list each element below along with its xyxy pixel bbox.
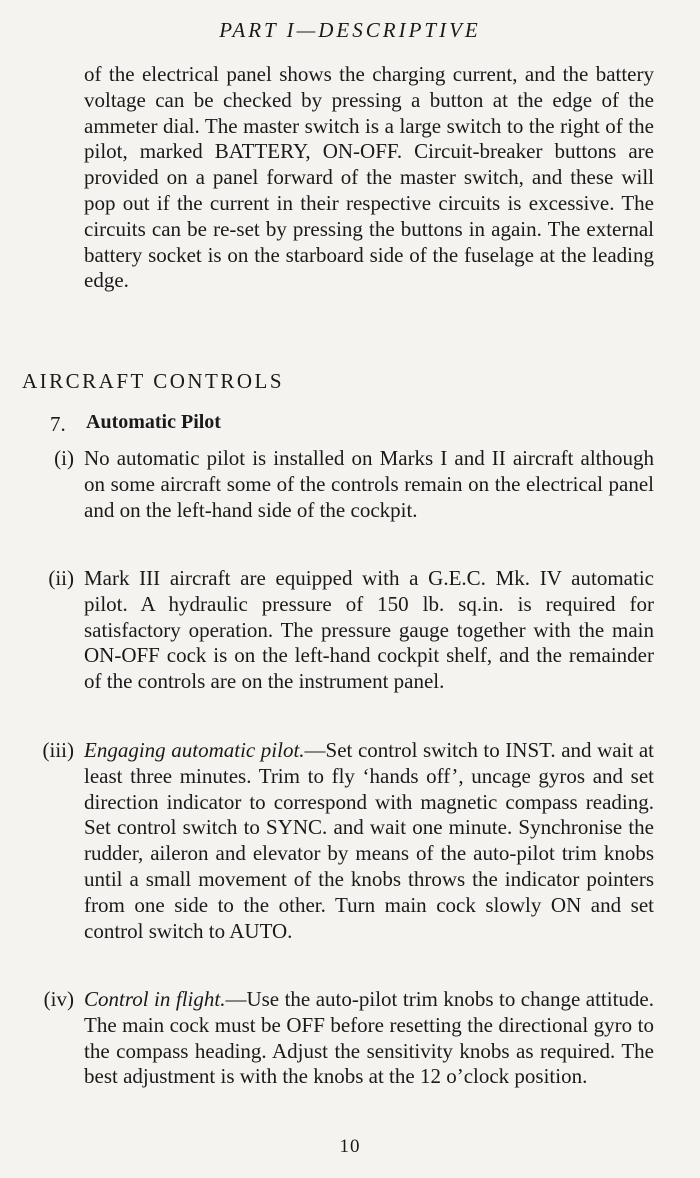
item-number: (iv) [43, 987, 74, 1011]
item-text: Mark III aircraft are equipped with a G.E.C. Mk. IV automatic pilot. A hydraulic pressure of 150 lb. sq.in. is required for satisfactory operation. The pressure gauge together with the main ON-OFF cock is on the left-hand cockpit shelf, and the remainder of the controls are on the instrument panel. [84, 566, 654, 694]
item-paragraph [84, 987, 654, 1090]
subsection-title: Automatic Pilot [86, 411, 221, 433]
item-text: —Set control switch to INST. and wait at least three minutes. Trim to fly ‘hands off’, uncage gyros and set direction indicator to correspond with magnetic compass reading. Set control switch to SYNC. and wait one minute. Synchronise the rudder, aileron and elevator by means of the auto-pilot trim knobs until a small movement of the knobs throws the indicator pointers from one side to the other. Turn main cock slowly ON and set control switch to AUTO. [84, 738, 655, 943]
item-number: (ii) [48, 566, 74, 590]
item-lead: Engaging automatic pilot. [84, 738, 305, 762]
running-head: PART I—DESCRIPTIVE [219, 18, 481, 42]
item-paragraph [84, 738, 654, 944]
item-paragraph [84, 566, 654, 695]
section-heading: AIRCRAFT CONTROLS [22, 369, 285, 393]
item-text: —Use the auto-pilot trim knobs to change attitude. The main cock must be OFF before resetting the directional gyro to the compass heading. Adjust the sensitivity knobs as required. The best adjustment is with the knobs at the 12 o’clock position. [84, 987, 654, 1089]
item-paragraph [84, 446, 654, 523]
item-number: (i) [54, 446, 74, 470]
item-lead: Control in flight. [84, 987, 226, 1011]
item-number: (iii) [42, 738, 74, 762]
intro-paragraph: of the electrical panel shows the charging current, and the battery voltage can be checked by pressing a button at the edge of the ammeter dial. The master switch is a large switch to the right of the pilot, marked BATTERY, ON-OFF. Circuit-breaker buttons are provided on a panel forward of the master switch, and these will pop out if the current in their respective circuits is excessive. The circuits can be re-set by pressing the buttons in again. The external battery socket is on the starboard side of the fuselage at the leading edge. [84, 62, 654, 293]
subsection-number: 7. [50, 412, 66, 436]
item-text: No automatic pilot is installed on Marks I and II aircraft although on some aircraft some of the controls remain on the electrical panel and on the left-hand side of the cockpit. [84, 446, 654, 522]
page-number: 10 [339, 1136, 361, 1157]
